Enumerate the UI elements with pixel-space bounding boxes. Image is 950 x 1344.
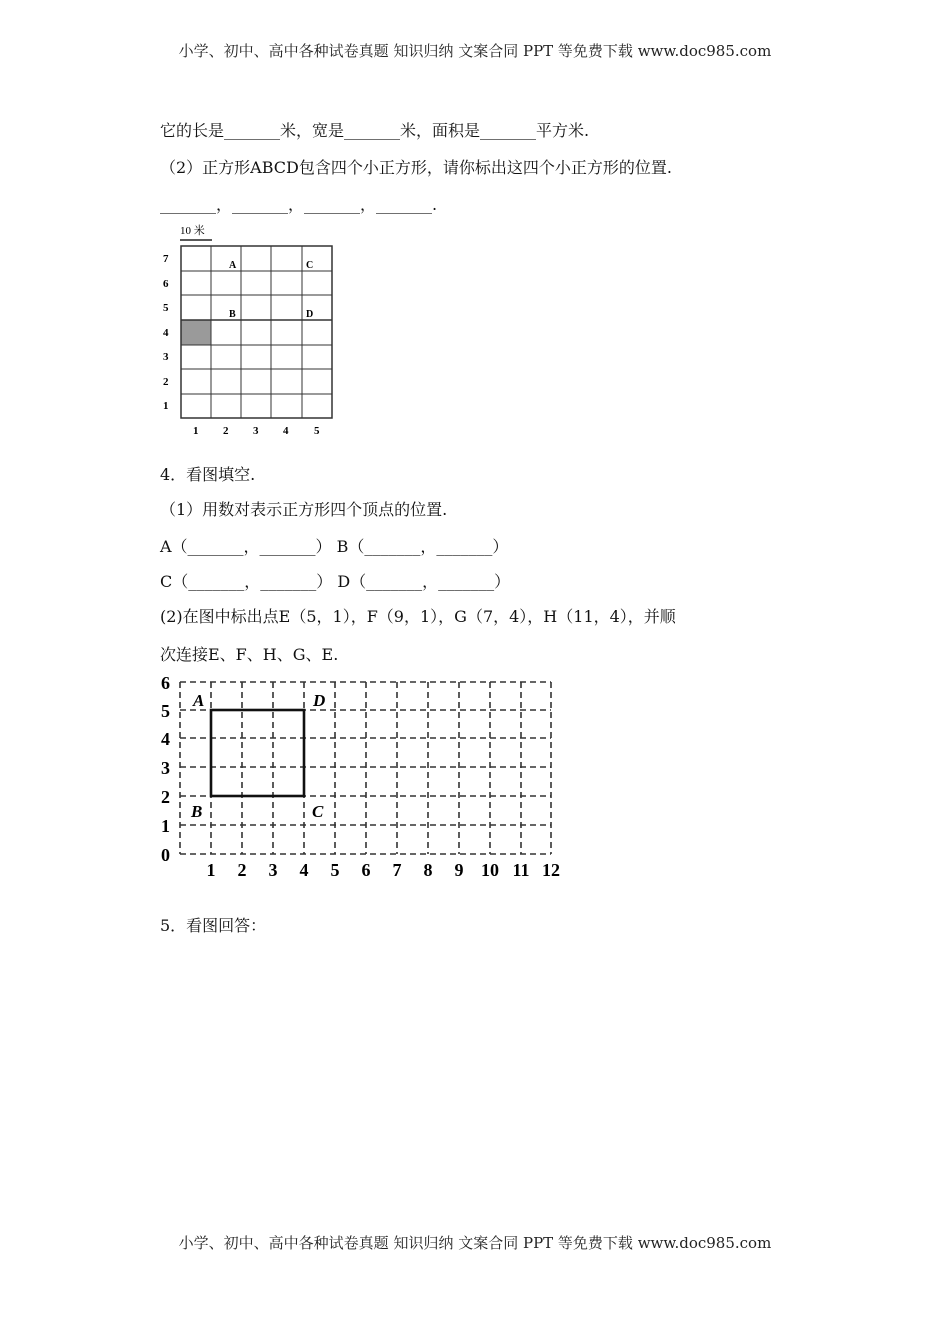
y-label: 5 <box>163 302 169 314</box>
q5-title: 5．看图回答： <box>160 916 267 935</box>
y-label: 4 <box>161 729 170 749</box>
x-label: 2 <box>237 860 247 880</box>
x-label: 10 <box>481 860 499 880</box>
y-label: 2 <box>161 787 170 807</box>
y-label: 1 <box>161 816 170 836</box>
x-label: 12 <box>542 860 560 880</box>
x-label: 11 <box>512 860 530 880</box>
y-axis-labels <box>161 673 170 865</box>
scale-label: 10 米 <box>180 225 205 237</box>
y-label: 3 <box>161 758 170 778</box>
vertex-label-b: B <box>191 802 203 821</box>
y-label: 3 <box>163 351 169 363</box>
square-abcd <box>211 710 304 796</box>
q4-part2-instruction-cont: 次连接E、F、H、G、E. <box>160 645 339 664</box>
y-label: 5 <box>161 701 170 721</box>
q3-dimension-line: 它的长是_______米，宽是_______米，面积是_______平方米. <box>160 121 590 140</box>
page-footer: 小学、初中、高中各种试卷真题 知识归纳 文案合同 PPT 等免费下载 www.doc985.com <box>178 1234 772 1252</box>
vertex-label-c: C <box>312 802 324 821</box>
x-axis-labels <box>207 860 561 880</box>
y-label: 7 <box>163 253 169 265</box>
shaded-cell <box>181 320 211 345</box>
point-label-a: A <box>229 260 237 271</box>
x-label: 2 <box>223 425 229 437</box>
y-label: 4 <box>163 327 169 339</box>
point-label-d: D <box>306 309 314 320</box>
x-label: 1 <box>206 860 216 880</box>
q4-part1-instruction: （1）用数对表示正方形四个顶点的位置. <box>160 500 448 519</box>
y-label: 6 <box>161 673 170 693</box>
x-label: 6 <box>361 860 371 880</box>
x-label: 9 <box>454 860 464 880</box>
x-label: 4 <box>299 860 309 880</box>
vertex-label-a: A <box>193 691 205 710</box>
q4-title: 4．看图填空. <box>160 465 256 484</box>
y-label: 2 <box>163 376 169 388</box>
x-label: 4 <box>283 425 289 437</box>
page-header: 小学、初中、高中各种试卷真题 知识归纳 文案合同 PPT 等免费下载 www.doc985.com <box>178 42 772 60</box>
x-axis-labels <box>193 425 320 437</box>
x-label: 3 <box>253 425 259 437</box>
x-label: 1 <box>193 425 199 437</box>
point-label-b: B <box>229 309 236 320</box>
q3-part2-instruction: （2）正方形ABCD包含四个小正方形，请你标出这四个小正方形的位置. <box>160 158 672 177</box>
point-label-c: C <box>306 260 314 271</box>
dashed-grid <box>180 682 551 854</box>
y-label: 6 <box>163 278 169 290</box>
y-axis-labels <box>163 253 169 412</box>
q4-answer-row-ab: A（_______，_______） B（_______，_______） <box>160 537 509 556</box>
q4-coordinate-grid <box>158 670 568 882</box>
y-label: 1 <box>163 400 169 412</box>
x-label: 5 <box>330 860 340 880</box>
x-label: 8 <box>423 860 433 880</box>
x-label: 3 <box>268 860 278 880</box>
q3-grid-figure <box>160 222 340 440</box>
q4-part2-instruction: (2)在图中标出点E（5，1），F（9，1），G（7，4），H（11，4），并顺 <box>160 607 676 626</box>
x-label: 5 <box>314 425 320 437</box>
q3-answer-blanks: _______，_______，_______，_______. <box>160 195 438 214</box>
y-label: 0 <box>161 845 170 865</box>
x-label: 7 <box>392 860 402 880</box>
vertex-label-d: D <box>313 691 326 710</box>
q4-answer-row-cd: C（_______，_______） D（_______，_______） <box>160 572 511 591</box>
